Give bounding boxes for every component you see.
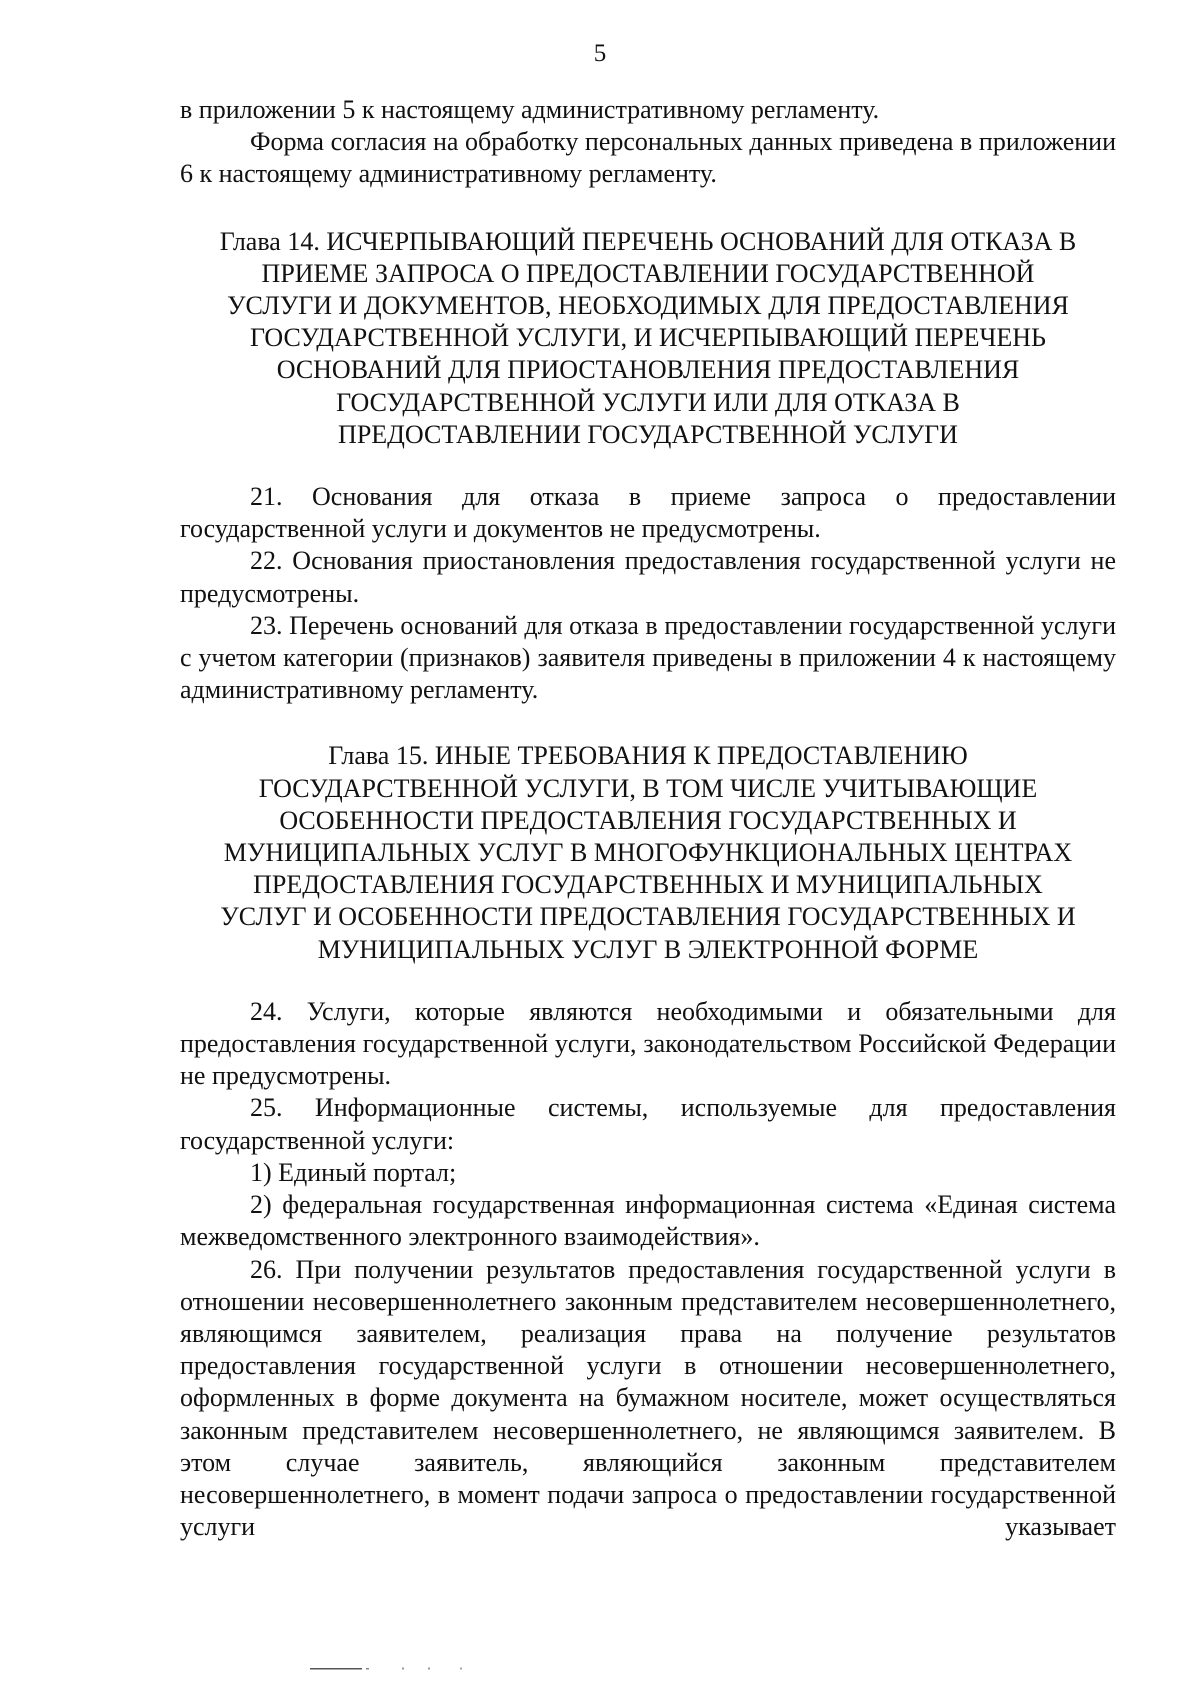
intro-paragraph-1: в приложении 5 к настоящему административному регламенту. bbox=[180, 95, 880, 124]
document-body bbox=[180, 94, 1116, 1543]
chapter-15-body bbox=[180, 996, 1116, 1543]
paragraph-24: 24. Услуги, которые являются необходимыми и обязательными для предоставления государственной услуги, законодательством Российской Федерации не предусмотрены. bbox=[180, 996, 1116, 1091]
paragraph-21: 21. Основания для отказа в приеме запроса о предоставлении государственной услуги и документов не предусмотрены. bbox=[180, 482, 1116, 544]
heading-line: МУНИЦИПАЛЬНЫХ УСЛУГ В ЭЛЕКТРОННОЙ ФОРМЕ bbox=[317, 934, 979, 964]
heading-line: ГОСУДАРСТВЕННОЙ УСЛУГИ ИЛИ ДЛЯ ОТКАЗА В bbox=[336, 387, 960, 417]
heading-line: УСЛУГИ И ДОКУМЕНТОВ, НЕОБХОДИМЫХ ДЛЯ ПРЕДОСТАВЛЕНИЯ bbox=[227, 291, 1069, 321]
paragraph-25: 25. Информационные системы, используемые для предоставления государственной услуги: bbox=[180, 1093, 1116, 1155]
heading-line: ОСНОВАНИЙ ДЛЯ ПРИОСТАНОВЛЕНИЯ ПРЕДОСТАВЛЕНИЯ bbox=[276, 355, 1020, 385]
heading-line: УСЛУГ И ОСОБЕННОСТИ ПРЕДОСТАВЛЕНИЯ ГОСУДАРСТВЕННЫХ И bbox=[220, 902, 1076, 932]
heading-line: ПРЕДОСТАВЛЕНИЯ ГОСУДАРСТВЕННЫХ И МУНИЦИПАЛЬНЫХ bbox=[253, 870, 1043, 900]
list-item-1: 1) Единый портал; bbox=[250, 1157, 457, 1187]
heading-line: ПРЕДОСТАВЛЕНИИ ГОСУДАРСТВЕННОЙ УСЛУГИ bbox=[338, 419, 958, 449]
heading-line: ПРИЕМЕ ЗАПРОСА О ПРЕДОСТАВЛЕНИИ ГОСУДАРСТВЕННОЙ bbox=[261, 258, 1035, 288]
heading-line: ОСОБЕННОСТИ ПРЕДОСТАВЛЕНИЯ ГОСУДАРСТВЕННЫХ И bbox=[279, 805, 1017, 835]
scan-artifact bbox=[310, 1666, 480, 1672]
chapter-14-heading bbox=[180, 226, 1116, 451]
heading-line: МУНИЦИПАЛЬНЫХ УСЛУГ В МНОГОФУНКЦИОНАЛЬНЫХ ЦЕНТРАХ bbox=[223, 838, 1073, 868]
chapter-15-heading bbox=[180, 740, 1116, 965]
paragraph-23: 23. Перечень оснований для отказа в предоставлении государственной услуги с учетом категории (признаков) заявителя приведены в приложении 4 к настоящему административному регламенту. bbox=[180, 610, 1116, 705]
heading-line: Глава 14. ИСЧЕРПЫВАЮЩИЙ ПЕРЕЧЕНЬ ОСНОВАНИЙ ДЛЯ ОТКАЗА В bbox=[219, 226, 1077, 256]
list-item-2: 2) федеральная государственная информационная система «Единая система межведомственного электронного взаимодействия». bbox=[180, 1190, 1116, 1252]
heading-line: Глава 15. ИНЫЕ ТРЕБОВАНИЯ К ПРЕДОСТАВЛЕНИЮ bbox=[328, 741, 968, 771]
chapter-14-body bbox=[180, 481, 1116, 706]
intro-paragraph-2: Форма согласия на обработку персональных данных приведена в приложении 6 к настоящему административному регламенту. bbox=[180, 127, 1116, 189]
heading-line: ГОСУДАРСТВЕННОЙ УСЛУГИ, И ИСЧЕРПЫВАЮЩИЙ ПЕРЕЧЕНЬ bbox=[250, 323, 1046, 353]
paragraph-26: 26. При получении результатов предоставления государственной услуги в отношении несовершеннолетнего законным представителем несовершеннолетнего, являющимся заявителем, реализация права на получение результатов предоставления государственной услуги в отношении несовершеннолетнего, оформленных в форме документа на бумажном носителе, может осуществляться законным представителем несовершеннолетнего, не являющимся заявителем. В этом случае заявитель, являющийся законным представителем несовершеннолетнего, в момент подачи запроса о предоставлении государственной услуги указывает bbox=[180, 1254, 1116, 1542]
heading-line: ГОСУДАРСТВЕННОЙ УСЛУГИ, В ТОМ ЧИСЛЕ УЧИТЫВАЮЩИЕ bbox=[258, 773, 1038, 803]
page-number: 5 bbox=[593, 40, 607, 67]
paragraph-22: 22. Основания приостановления предоставления государственной услуги не предусмотрены. bbox=[180, 546, 1116, 608]
